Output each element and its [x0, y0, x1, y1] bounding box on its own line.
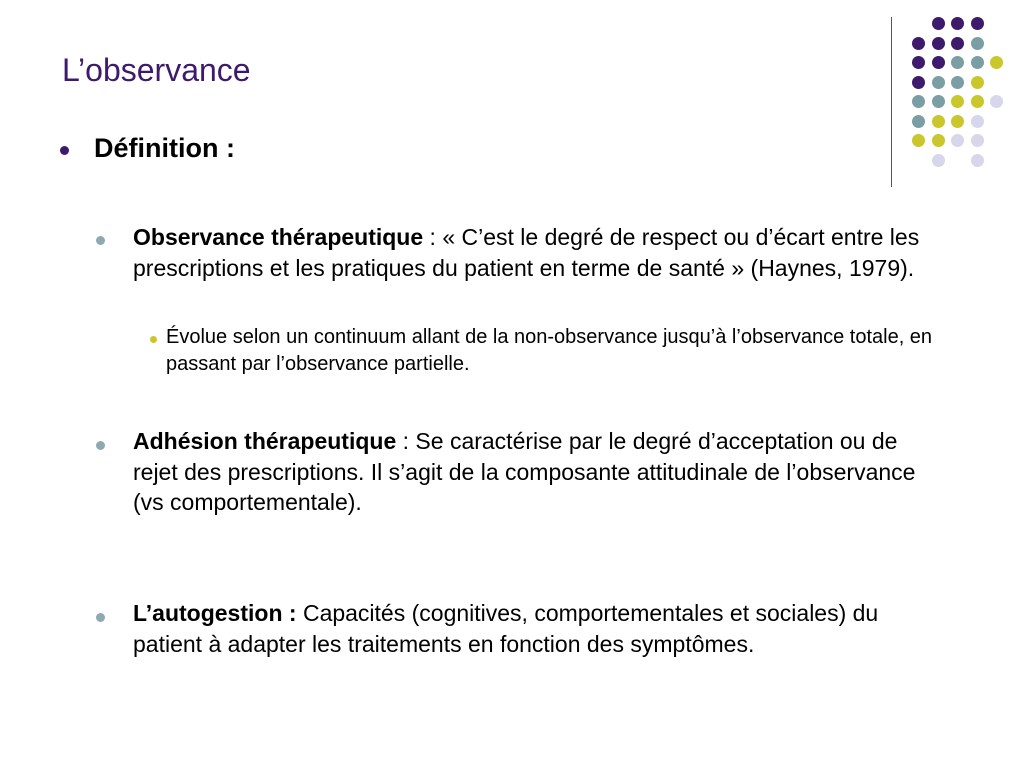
dot-icon	[951, 37, 964, 50]
dot-icon	[990, 95, 1003, 108]
divider-line	[891, 17, 892, 187]
bullet-icon	[96, 236, 105, 245]
bullet-icon	[96, 441, 105, 450]
bullet-icon	[150, 336, 157, 343]
dot-icon	[932, 76, 945, 89]
section-heading: Définition :	[94, 133, 235, 163]
dot-icon	[932, 154, 945, 167]
dot-icon	[932, 56, 945, 69]
term-label: L’autogestion :	[133, 600, 297, 626]
dot-icon	[971, 56, 984, 69]
dot-icon	[971, 17, 984, 30]
definition-text: : Se caractérise par le degré d’acceptation ou de rejet des prescriptions. Il s’agit de la composante attitudinale de l’observance (vs comportementale).	[133, 428, 916, 515]
dot-icon	[971, 95, 984, 108]
dot-icon	[951, 115, 964, 128]
term-label: Adhésion thérapeutique	[133, 428, 397, 454]
definition-observance	[133, 222, 943, 283]
slide-title: L’observance	[62, 52, 251, 88]
dot-icon	[990, 56, 1003, 69]
dot-icon	[932, 37, 945, 50]
definition-text: : « C’est le degré de respect ou d’écart entre les prescriptions et les pratiques du patient en terme de santé » (Haynes, 1979).	[133, 224, 920, 281]
dot-icon	[932, 134, 945, 147]
dot-icon	[932, 17, 945, 30]
dot-icon	[912, 76, 925, 89]
dot-icon	[971, 134, 984, 147]
dot-icon	[951, 76, 964, 89]
definition-adhesion	[133, 426, 943, 518]
dot-icon	[971, 154, 984, 167]
definition-text: Capacités (cognitives, comportementales et sociales) du patient à adapter les traitements en fonction des symptômes.	[133, 600, 879, 657]
dot-icon	[912, 95, 925, 108]
dot-icon	[951, 134, 964, 147]
sub-point: Évolue selon un continuum allant de la non-observance jusqu’à l’observance totale, en passant par l’observance partielle.	[166, 326, 933, 375]
dot-icon	[912, 56, 925, 69]
dot-icon	[932, 115, 945, 128]
dot-icon	[912, 134, 925, 147]
dot-icon	[932, 95, 945, 108]
definition-autogestion	[133, 598, 943, 659]
dot-icon	[912, 115, 925, 128]
decorative-dot-grid	[0, 0, 1024, 200]
dot-icon	[971, 76, 984, 89]
dot-icon	[951, 56, 964, 69]
dot-icon	[951, 95, 964, 108]
bullet-icon	[60, 146, 69, 155]
bullet-icon	[96, 613, 105, 622]
dot-icon	[971, 115, 984, 128]
dot-icon	[951, 17, 964, 30]
dot-icon	[971, 37, 984, 50]
term-label: Observance thérapeutique	[133, 224, 424, 250]
dot-icon	[912, 37, 925, 50]
